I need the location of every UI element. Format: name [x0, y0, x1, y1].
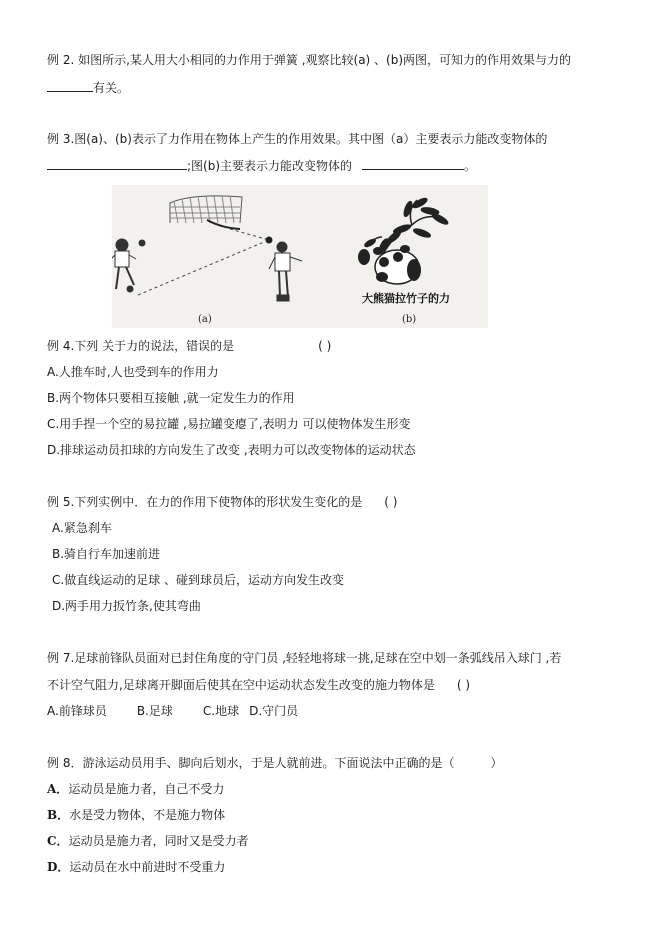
ex5-answer-paren[interactable]: ( ): [384, 495, 398, 509]
ex8-option-d-text: 运动员在水中前进时不受重力: [69, 860, 226, 874]
ex4-option-b[interactable]: [47, 390, 295, 406]
ex3-text: 例 3.图(a)、(b)表示了力作用在物体上产生的作用效果。其中图（a）主要表示力能改变物体的: [47, 132, 548, 146]
goal-net: [170, 196, 242, 229]
ex5-option-c-text: C.做直线运动的足球 、碰到球员后，运动方向发生改变: [52, 573, 345, 587]
ex8-option-c-text: 运动员是施力者，同时又是受力者: [68, 834, 249, 848]
panda: [358, 245, 421, 284]
ex2-line2: [47, 79, 129, 96]
ex2-text-end: 有关。: [93, 81, 130, 95]
figure-label-a: (a): [198, 314, 212, 325]
ex7-option-b[interactable]: B.足球: [136, 704, 173, 718]
ex4-answer-paren[interactable]: ( ): [318, 339, 332, 353]
ex8-option-b[interactable]: [47, 807, 225, 823]
ex5-option-d[interactable]: [52, 598, 201, 614]
ex8-paren-close: ）: [490, 756, 503, 770]
player-left: [112, 239, 145, 292]
ex4-option-c[interactable]: [47, 416, 410, 432]
ex7-line2: [47, 677, 470, 693]
ex5-option-c[interactable]: [52, 572, 344, 588]
ex2-text: 例 2. 如图所示,某人用大小相同的力作用于弹簧 ,观察比较(a) 、(b)两图，可知力的作用效果与力的: [47, 53, 572, 67]
ex3-answer-blank-b[interactable]: [362, 157, 464, 170]
ball-trajectory: [138, 229, 269, 295]
ex5-stem: [47, 494, 397, 510]
ex7-options: [47, 703, 298, 719]
ex5-option-b-text: B.骑自行车加速前进: [52, 547, 161, 561]
ex8-option-a-text: 运动员是施力者，自己不受力: [68, 782, 225, 796]
ex5-option-b[interactable]: [52, 546, 160, 562]
figure-label-b: (b): [402, 314, 417, 325]
ex7-line1: [47, 650, 561, 666]
ex4-option-a[interactable]: [47, 364, 219, 380]
ex7-text1: 例 7.足球前锋队员面对已封住角度的守门员 ,轻轻地将球一挑,足球在空中划一条弧线吊入球门 ,若: [47, 651, 562, 665]
ex7-option-d[interactable]: D.守门员: [249, 704, 299, 718]
ex7-text2: 不计空气阻力,足球离开脚面后使其在空中运动状态发生改变的施力物体是: [47, 678, 435, 692]
ex4-option-c-text: C.用手捏一个空的易拉罐 ,易拉罐变瘪了,表明力 可以使物体发生形变: [47, 417, 411, 431]
ex3-answer-blank-a[interactable]: [47, 157, 187, 170]
football: [266, 237, 273, 244]
ex2-answer-blank[interactable]: [47, 79, 93, 92]
ex2-line1: [47, 52, 571, 68]
ex8-option-a-letter: A．: [47, 782, 69, 796]
ex4-option-a-text: A.人推车时,人也受到车的作用力: [47, 365, 219, 379]
ex4-option-d-text: D.排球运动员扣球的方向发生了改变 ,表明力可以改变物体的运动状态: [47, 443, 416, 457]
ex5-option-a[interactable]: [52, 520, 112, 536]
player-right: [269, 242, 302, 301]
ex8-stem-text: 例 8．游泳运动员用手、脚向后划水，于是人就前进。下面说法中正确的是（: [47, 756, 455, 770]
ex8-option-a[interactable]: [47, 781, 224, 797]
ex3-text-end: 。: [464, 159, 477, 173]
ex8-option-b-letter: B．: [47, 808, 70, 822]
ex8-option-b-text: 水是受力物体，不是施力物体: [69, 808, 226, 822]
ex5-stem-text: 例 5.下列实例中．在力的作用下使物体的形状发生变化的是: [47, 495, 363, 509]
ex7-option-a[interactable]: A.前锋球员: [47, 704, 107, 718]
ex5-option-a-text: A.紧急刹车: [52, 521, 112, 535]
ex4-option-b-text: B.两个物体只要相互接触 ,就一定发生力的作用: [47, 391, 295, 405]
ex3-line2: [47, 157, 476, 174]
ex8-stem: [47, 755, 502, 771]
ex5-option-d-text: D.两手用力扳竹条,使其弯曲: [52, 599, 201, 613]
ex4-stem-text: 例 4.下列 关于力的说法，错误的是: [47, 339, 235, 353]
ex8-option-d-letter: D．: [47, 860, 70, 874]
ex8-option-d[interactable]: [47, 859, 225, 875]
ex8-option-c[interactable]: [47, 833, 249, 849]
figure-caption-b: 大熊猫拉竹子的力: [362, 292, 450, 305]
ex3-figure-illustration: [112, 185, 488, 328]
ex3-line1: [47, 131, 547, 147]
ex7-answer-paren[interactable]: ( ): [456, 678, 471, 692]
ex3-figure: [112, 185, 488, 328]
ex8-option-c-letter: C．: [47, 834, 69, 848]
ex4-stem: [47, 338, 331, 354]
ex4-option-d[interactable]: [47, 442, 416, 458]
ex7-option-c[interactable]: C.地球: [202, 704, 240, 718]
ex3-text-mid: ;图(b)主要表示力能改变物体的: [187, 159, 353, 173]
